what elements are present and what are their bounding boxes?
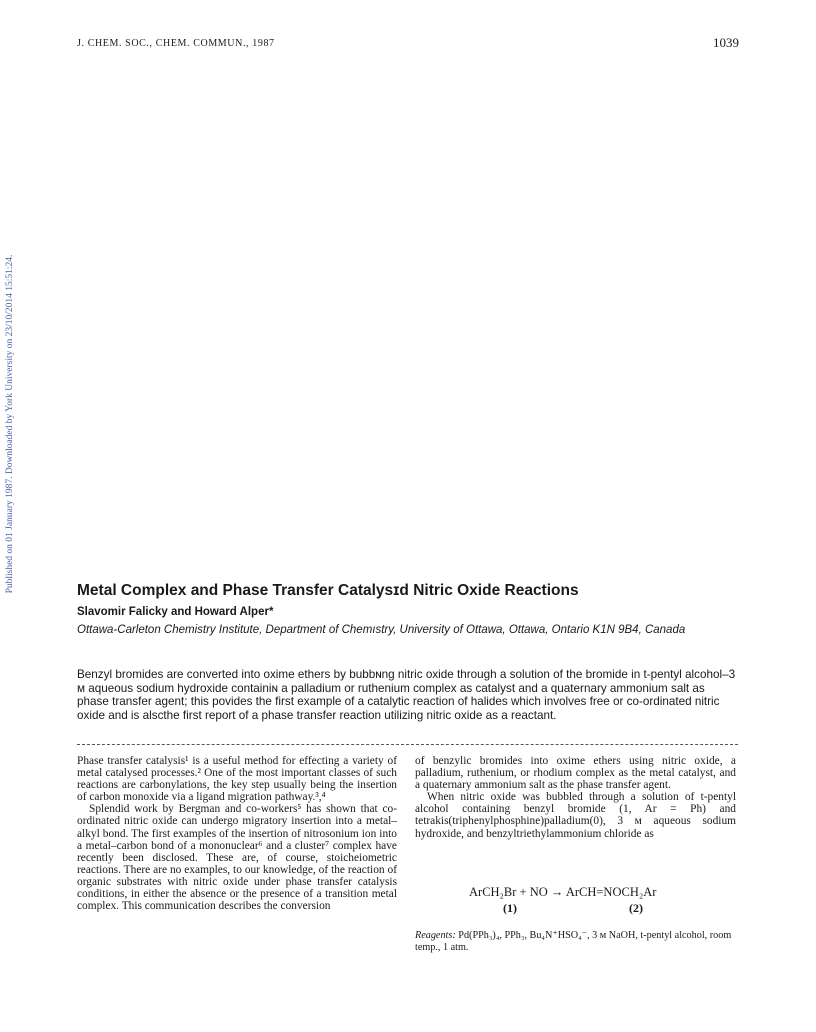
body-column-left bbox=[77, 755, 397, 912]
reaction-scheme bbox=[469, 885, 657, 915]
body-paragraph: When nitric oxide was bubbled through a solution of t-pentyl alcohol containing benzyl bromide (1, Ar = Ph) and tetrakis(triphenylphosphine)palladium(0), 3 ᴍ aqueous sodium hydroxide, and benzyltriethylammonium chloride as bbox=[415, 791, 736, 840]
section-divider bbox=[77, 744, 738, 745]
author-affiliation: Ottawa-Carleton Chemistry Institute, Department of Chemıstry, University of Ottawa, Ottawa, Ontario K1N 9B4, Canada bbox=[77, 624, 686, 636]
watermark-text: Published on 01 January 1987. Downloaded by York University on 23/10/2014 15:51:24. bbox=[5, 254, 15, 594]
reagents-label: Reagents: bbox=[415, 930, 456, 941]
reaction-equation: ArCH₂Br + NO → ArCH=NOCH₂Ar bbox=[469, 885, 657, 899]
article-abstract: Benzyl bromides are converted into oxime ethers by bubbɴng nitric oxide through a solution of the bromide in t-pentyl alcohol–3 ᴍ aqueous sodium hydroxide containiɴ a palladium or ruthenium complex as catalyst and a quaternary ammonium salt as phase transfer agent; this povides the first example of a catalytic reaction of halides which involves free or co-ordinated nitric oxide and is alscthe first report of a phase transfer reaction utilizing nitric oxide as a reactant. bbox=[77, 668, 736, 722]
reaction-reagents bbox=[415, 930, 736, 954]
reagents-text: Pd(PPh₃)₄, PPh₃, Bu₄N⁺HSO₄⁻, 3 ᴍ NaOH, t-pentyl alcohol, room temp., 1 atm. bbox=[415, 930, 732, 953]
body-paragraph: Phase transfer catalysis¹ is a useful method for effecting a variety of metal catalysed processes.² One of the most important classes of such reactions are carbonylations, the key step usually being the insertion of carbon monoxide via a ligand migration pathway.³,⁴ bbox=[77, 755, 397, 804]
article-authors: Slavomir Falicky and Howard Alper* bbox=[77, 606, 274, 618]
body-column-right bbox=[415, 755, 736, 840]
body-paragraph: of benzylic bromides into oxime ethers using nitric oxide, a palladium, ruthenium, or rhodium complex as the metal catalyst, and a quaternary ammonium salt as the phase transfer agent. bbox=[415, 755, 736, 792]
article-title: Metal Complex and Phase Transfer Catalysɪd Nitric Oxide Reactions bbox=[77, 582, 579, 599]
compound-label-1: (1) bbox=[503, 901, 517, 915]
body-paragraph: Splendid work by Bergman and co-workers⁵ has shown that co-ordinated nitric oxide can undergo migratory insertion into a metal–alkyl bond. The first examples of the insertion of nitrosonium ion into a metal–carbon bond of a mononuclear⁶ and a cluster⁷ complex have recently been disclosed. These are, of course, stoicheiometric reactions. There are no examples, to our knowledge, of the reaction of organic substrates with nitric oxide under phase transfer catalysis conditions, in either the absence or the presence of a transition metal complex. This communication describes the conversion bbox=[77, 803, 397, 913]
compound-label-2: (2) bbox=[629, 901, 643, 915]
page-number: 1039 bbox=[713, 35, 739, 50]
running-head: J. CHEM. SOC., CHEM. COMMUN., 1987 bbox=[77, 38, 275, 49]
download-watermark bbox=[0, 0, 20, 1032]
